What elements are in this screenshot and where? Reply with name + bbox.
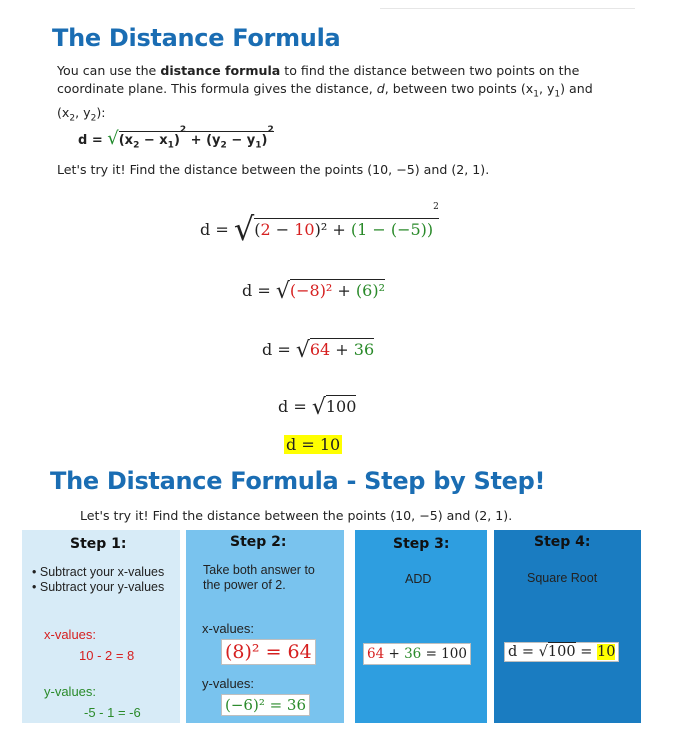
sqrt-icon: √ (275, 279, 290, 304)
step-1-y-calc: -5 - 1 = -6 (84, 705, 141, 720)
step-4-title: Step 4: (534, 534, 591, 550)
sqrt-icon: √ (107, 128, 119, 149)
step-3-desc: ADD (405, 572, 432, 586)
step-4-calc: d = √100 = 10 (504, 642, 619, 662)
work-line-4: d = √100 (278, 395, 357, 420)
step-3-calc: 64 + 36 = 100 (363, 643, 471, 665)
step-1-bullet: • Subtract your x-values (32, 565, 165, 579)
try-it-text: Let's try it! Find the distance between the points (10, −5) and (2, 1). (57, 162, 490, 177)
sqrt-icon: √ (538, 644, 548, 660)
sqrt-icon: √ (311, 395, 326, 420)
step-4-desc: Square Root (527, 571, 598, 585)
step-1-y-label: y-values: (44, 684, 97, 699)
try-it-text-2: Let's try it! Find the distance between the points (10, −5) and (2, 1). (80, 508, 513, 523)
step-3-title: Step 3: (393, 536, 450, 552)
step-3-column (355, 530, 487, 723)
step-4-column (494, 530, 641, 723)
work-line-2: d = √(−8)² + (6)² (242, 279, 385, 304)
step-2-desc: the power of 2. (203, 578, 286, 592)
step-1-bullet: • Subtract your y-values (32, 580, 165, 594)
step-1-x-label: x-values: (44, 627, 97, 642)
sqrt-icon: √ (233, 210, 255, 248)
step-2-y-calc: (−6)² = 36 (221, 694, 310, 716)
sqrt-icon: √ (295, 338, 310, 363)
distance-formula: $d = √(x_2 - x_1)^2 + (y_2 - y_1)^2$ (78, 125, 274, 151)
top-divider (380, 8, 635, 9)
page-title: The Distance Formula (52, 24, 341, 52)
step-2-x-label: x-values: (202, 621, 255, 636)
step-1-x-calc: 10 - 2 = 8 (79, 648, 135, 663)
section-title: The Distance Formula - Step by Step! (50, 467, 546, 495)
step-2-x-calc: (8)² = 64 (221, 639, 316, 665)
work-line-3: d = √64 + 36 (262, 338, 375, 363)
step-2-desc: Take both answer to (203, 563, 315, 577)
final-answer: d = 10 (286, 435, 341, 454)
work-line-1: $d = √(2 - 10)^2 + (1 - (-5))^2$ (200, 202, 439, 248)
step-2-y-label: y-values: (202, 676, 255, 691)
intro-paragraph: You can use the distance formula to find the distance between two points on the coordinate plane. This formula gives the distance, d, between two points ($x_1$, $y_1$) and ($x_2$, $y_2$): (57, 63, 593, 124)
step-1-title: Step 1: (70, 536, 127, 552)
step-2-title: Step 2: (230, 534, 287, 550)
